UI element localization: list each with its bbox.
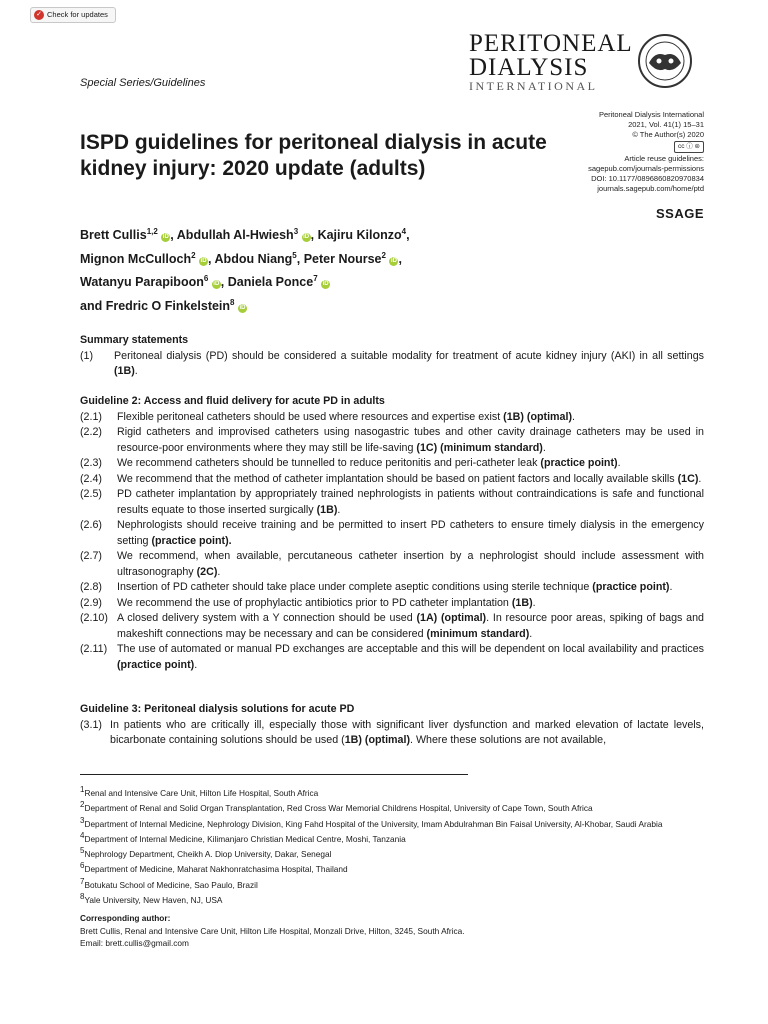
orcid-icon[interactable]: iD	[390, 257, 397, 264]
list-item: (2.3) We recommend catheters should be tunnelled to reduce peritonitis and peri-catheter leak (practice point).	[80, 457, 621, 469]
footnote-item: $^5$Nephrology Department, Cheikh A. Diop University, Dakar, Senegal	[80, 846, 332, 859]
journal-name-line1: PERITONEAL	[469, 30, 633, 57]
footnote-item: $^7$Botukatu School of Medicine, Sao Paulo, Brazil	[80, 876, 258, 890]
footnote-item: $^1$Renal and Intensive Care Unit, Hilton Life Hospital, South Africa	[80, 785, 319, 798]
guideline-2-section	[80, 394, 704, 673]
summary-section	[80, 333, 704, 380]
orcid-icon[interactable]: iD	[213, 281, 220, 288]
list-item: (2.10) A closed delivery system with a Y connection should be used (1A) (optimal). In resource poor areas, spiking of bags and makeshift connections may be necessary and can be considered (minimum standard).	[80, 612, 704, 640]
list-item: (2.8) Insertion of PD catheter should take place under complete aseptic conditions using sterile technique (practice point).	[80, 581, 673, 593]
author-item: Abdou Niang$^5$,	[214, 250, 304, 266]
cc-license-icon[interactable]: cc ⓘ ⊜	[674, 141, 704, 153]
footnote-item: $^3$Department of Internal Medicine, Nephrology Division, King Fahd Hospital of the University, Imam Abdulrahman Bin Faisal University, Al-Khobar, Saudi Arabia	[80, 815, 663, 829]
list-item: (3.1) In patients who are critically ill, especially those with significant liver dysfunction and marked elevation of lactate levels, bicarbonate containing solutions should be used (1B) (optimal). Where these solutions are not available,	[80, 718, 704, 746]
article-metadata	[588, 110, 704, 194]
corresponding-address: Brett Cullis, Renal and Intensive Care Unit, Hilton Life Hospital, Monzali Drive, Hilton, 3245, South Africa.	[80, 925, 465, 936]
author-item: Mignon McCulloch$^2$ iD ,	[80, 250, 215, 266]
orcid-icon[interactable]: iD	[322, 281, 329, 288]
orcid-icon[interactable]: iD	[239, 305, 246, 312]
series-label: Special Series/Guidelines	[80, 77, 206, 89]
orcid-icon[interactable]: iD	[303, 234, 310, 241]
author-item: Kajiru Kilonzo$^4$,	[317, 227, 410, 243]
check-for-updates-icon: ✓	[34, 10, 44, 20]
list-item: (2.7) We recommend, when available, percutaneous catheter insertion by a nephrologist should include assessment with ultrasonography (2C).	[80, 550, 704, 578]
corresponding-heading: Corresponding author:	[80, 913, 171, 923]
meta-reuse: Article reuse guidelines:	[624, 154, 704, 163]
author-list	[80, 222, 510, 317]
journal-name-line3: INTERNATIONAL	[469, 79, 598, 93]
meta-journal-name: Peritoneal Dialysis International	[598, 110, 704, 119]
list-item: (2.2) Rigid catheters and improvised catheters using nasogastric tubes and other cavity drainage catheters may be used in resource-poor environments where they may still be life-saving (1C) (minimum standard).	[80, 426, 704, 454]
list-item: (2.11) The use of automated or manual PD exchanges are acceptable and this will be dependent on local availability and practices (practice point).	[80, 643, 704, 671]
guideline-3-heading: Guideline 3: Peritoneal dialysis solutions for acute PD	[80, 703, 355, 715]
footnote-item: $^8$Yale University, New Haven, NJ, USA	[80, 891, 223, 905]
list-item: (2.1) Flexible peritoneal catheters should be used where resources and expertise exist (1B) (optimal).	[80, 410, 576, 423]
footnote-item: $^4$Department of Internal Medicine, Kilimanjaro Christian Medical Centre, Moshi, Tanzania	[80, 830, 406, 844]
meta-doi[interactable]: DOI: 10.1177/0896860820970834	[591, 174, 704, 183]
meta-permissions-link[interactable]: sagepub.com/journals-permissions	[588, 164, 704, 173]
author-item: Daniela Ponce$^7$ iD	[227, 274, 329, 290]
list-item: (1) Peritoneal dialysis (PD) should be considered a suitable modality for treatment of acute kidney injury (AKI) in all settings (1B).	[80, 349, 704, 377]
author-item: Abdullah Al-Hwiesh$^3$ iD ,	[176, 227, 318, 243]
footnote-item: $^6$Department of Medicine, Maharat Nakhonratchasima Hospital, Thailand	[80, 861, 348, 875]
journal-seal-icon	[637, 33, 693, 89]
publisher-logo: SSAGE	[655, 206, 704, 221]
list-item: (2.4) We recommend that the method of catheter implantation should be based on patient factors and locally available skills (1C).	[80, 472, 702, 485]
article-title: ISPD guidelines for peritoneal dialysis in acute kidney injury: 2020 update (adults)	[80, 131, 547, 180]
meta-copyright: © The Author(s) 2020	[632, 130, 704, 139]
journal-name-line2: DIALYSIS	[469, 54, 589, 81]
list-item: (2.5) PD catheter implantation by appropriately trained nephrologists in patients without contraindications is safe and functional results equate to those inserted surgically (1B).	[80, 488, 704, 516]
check-for-updates-button[interactable]	[30, 7, 116, 23]
list-item: (2.6) Nephrologists should receive training and be permitted to insert PD catheters to ensure timely dialysis in the emergency setting (practice point).	[80, 519, 704, 547]
list-item: (2.9) We recommend the use of prophylactic antibiotics prior to PD catheter implantation (1B).	[80, 596, 536, 609]
orcid-icon[interactable]: iD	[200, 257, 207, 264]
author-item: Watanyu Parapiboon$^6$ iD ,	[80, 274, 228, 290]
corresponding-email[interactable]: Email: brett.cullis@gmail.com	[80, 938, 189, 948]
author-item: Peter Nourse$^2$ iD ,	[303, 250, 402, 266]
summary-heading: Summary statements	[80, 334, 189, 346]
corresponding-author	[80, 912, 704, 950]
orcid-icon[interactable]: iD	[162, 234, 169, 241]
guideline-2-heading: Guideline 2: Access and fluid delivery for acute PD in adults	[80, 395, 385, 407]
meta-homepage-link[interactable]: journals.sagepub.com/home/ptd	[597, 184, 704, 193]
affiliation-footnotes	[80, 784, 704, 906]
footnote-item: $^2$Department of Renal and Solid Organ Transplantation, Red Cross War Memorial Childrens Hospital, University of Cape Town, South Africa	[80, 800, 593, 814]
meta-citation: 2021, Vol. 41(1) 15–31	[628, 120, 704, 129]
journal-masthead	[469, 32, 633, 92]
author-item: Brett Cullis$^{1,2}$ iD ,	[80, 227, 177, 243]
check-for-updates-label: Check for updates	[47, 10, 108, 19]
footnote-divider	[80, 774, 468, 775]
author-item: and Fredric O Finkelstein$^8$ iD	[80, 297, 246, 314]
guideline-3-section	[80, 702, 704, 749]
